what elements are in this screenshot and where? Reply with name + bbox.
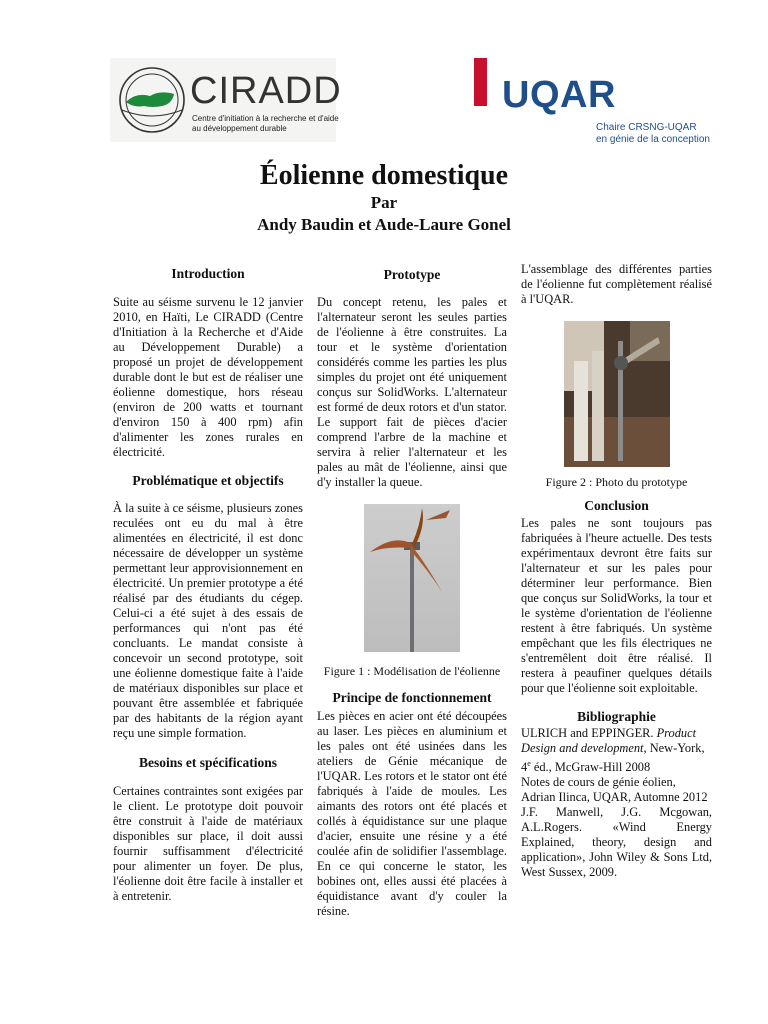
- wind-turbine-model-image: [364, 504, 460, 652]
- assembly-text: L'assemblage des différentes parties de l'éolienne fut complètement réalisé à l'UQAR.: [521, 262, 712, 306]
- biblio-1-rest-b: éd., McGraw-Hill 2008: [530, 760, 651, 775]
- introduction-text: Suite au séisme survenu le 12 janvier 2010, en Haïti, Le CIRADD (Centre d'Initiation à la Recherche et d'Aide au Développement Durable) a proposé un projet de développement durable dont le but est de réaliser une éolienne domestique, hors réseau (environ de 200 watts et tournant d'environ 150 à 400 rpm) afin d'alimenter les zones rurales en électricité.: [113, 295, 303, 459]
- uqar-subtitle-line2: en génie de la conception: [596, 134, 710, 145]
- biblio-entry-1: [521, 726, 712, 775]
- uqar-name: UQAR: [502, 74, 616, 116]
- principe-heading: Principe de fonctionnement: [332, 690, 492, 705]
- principe-text: Les pièces en acier ont été découpées au laser. Les pièces en aluminium et les pales ont été usinées dans les ateliers de Génie mécanique de l'UQAR. Les rotors et le stator ont été fabriqués à l'aide de moules. Les aimants des rotors ont été placés et collés à équidistance sur une plaque d'acier, ensuite une résine y a été coulée afin de solidifier l'assemblage. En ce qui concerne le stator, les bobines ont, elles aussi été placées à équidistance avant d'y couler la résine.: [317, 709, 507, 918]
- besoins-heading: Besoins et spécifications: [139, 755, 277, 770]
- prototype-photo-image: [564, 321, 670, 467]
- bibliographie-heading: Bibliographie: [577, 709, 656, 724]
- prototype-heading: Prototype: [383, 267, 441, 282]
- ciradd-name: CIRADD: [190, 70, 342, 112]
- figure-1-caption: Figure 1 : Modélisation de l'éolienne: [323, 664, 501, 678]
- document-authors: Andy Baudin et Aude-Laure Gonel: [257, 215, 511, 234]
- ciradd-emblem-icon: [114, 64, 190, 136]
- title-block: [0, 160, 768, 236]
- biblio-1-sup: e: [527, 759, 531, 768]
- column-right: [521, 262, 712, 880]
- besoins-text: Certaines contraintes sont exigées par le client. Le prototype doit pouvoir être construit à l'aide de matériaux disponibles sur place, il doit aussi fournir suffisamment d'électricité pour alimenter un foyer. De plus, l'éolienne doit être facile à installer et à entretenir.: [113, 784, 303, 903]
- problematique-heading: Problématique et objectifs: [132, 473, 284, 488]
- conclusion-heading: Conclusion: [584, 498, 649, 513]
- problematique-text: À la suite à ce séisme, plusieurs zones reculées ont eu du mal à être alimentées en électricité, il est donc nécessaire de développer un système permettant leur approvisionnement en électricité. Un premier prototype a été réalisé par des étudiants du cégep. Celui-ci a été sujet à des essais de performances qui n'ont pas été concluants. Le mandat consiste à concevoir un second prototype, soit une éolienne domestique faite à l'aide de matériaux disponibles sur place et pouvant être assemblée et fabriquée par des habitants de la région ayant reçu une simple formation.: [113, 501, 303, 740]
- biblio-1-rest-a: , New-York, 4: [521, 741, 705, 775]
- ciradd-subtitle: Centre d'initiation à la recherche et d'aide au développement durable: [192, 114, 339, 133]
- figure-2-prototype-photo: [564, 321, 670, 467]
- column-left: [113, 264, 303, 904]
- prototype-text: Du concept retenu, les pales et l'alternateur seront les seules parties de l'éolienne à être construites. La tour et le système d'orientation considérés comme les parties les plus simples du projet ont été uniquement conçus sur SolidWorks. L'alternateur est formé de deux rotors et d'un stator. Le support fait de pièces d'acier comprend l'arbre de la machine et servira à relier l'alternateur et les pales au mât de l'éolienne, ainsi que d'y installer la queue.: [317, 295, 507, 489]
- biblio-entry-2: Notes de cours de génie éolien, Adrian Ilinca, UQAR, Automne 2012: [521, 775, 708, 805]
- uqar-logo: [474, 58, 724, 150]
- document-par: Par: [370, 193, 398, 212]
- conclusion-text: Les pales ne sont toujours pas fabriquées à l'heure actuelle. Des tests expérimentaux devront être faits sur l'alternateur et sur les pales pour déterminer leur performance. Bien que conçus sur SolidWorks, la tour et le système d'orientation de l'éolienne restent à être fabriqués. Un système empêchant que les fils électriques ne s'entremêlent doit être réalisé. Il restera à peaufiner quelques détails pour que l'éolienne soit exploitable.: [521, 516, 712, 695]
- uqar-red-bar: [474, 58, 487, 106]
- ciradd-logo: [110, 58, 342, 142]
- column-middle: [317, 264, 507, 919]
- document-title: Éolienne domestique: [259, 160, 509, 191]
- uqar-subtitle: [596, 122, 710, 146]
- biblio-1-title: Product Design and development: [521, 726, 697, 755]
- biblio-1-authors: ULRICH and EPPINGER.: [521, 726, 657, 740]
- biblio-entry-3: J.F. Manwell, J.G. Mcgowan, A.L.Rogers. «Wind Energy Explained, theory, design and application», John Wiley & Sons Ltd, West Sussex, 2009.: [521, 805, 712, 880]
- figure-2-caption: Figure 2 : Photo du prototype: [545, 475, 688, 489]
- uqar-subtitle-line1: Chaire CRSNG-UQAR: [596, 122, 697, 133]
- introduction-heading: Introduction: [171, 266, 245, 281]
- figure-1-wind-turbine-model: [364, 504, 460, 652]
